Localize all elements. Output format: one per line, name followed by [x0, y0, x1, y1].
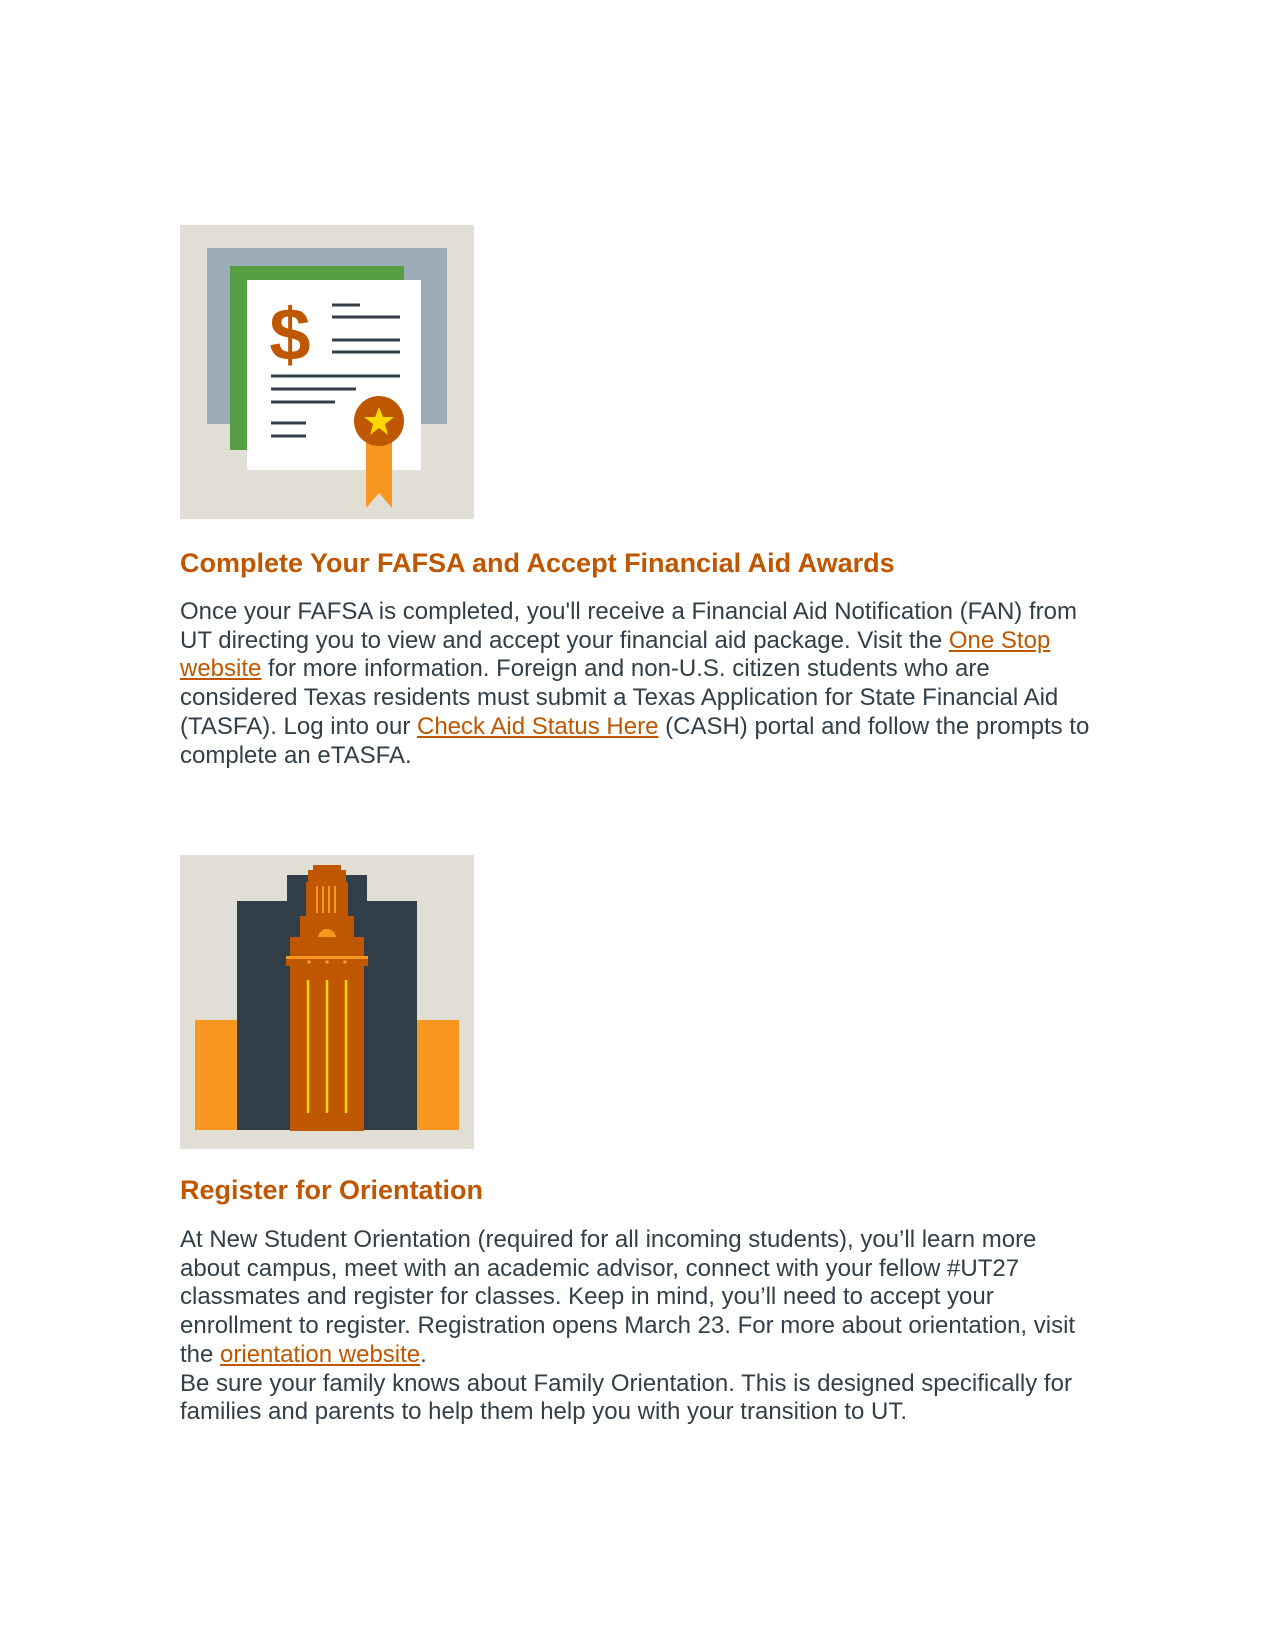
fafsa-text-3: (CASH) portal and follow the prompts to complete an eTASFA.: [180, 712, 1090, 769]
financial-aid-certificate-icon: [180, 225, 474, 519]
orientation-text-2: .: [420, 1340, 427, 1368]
fafsa-paragraph: [180, 598, 1100, 770]
section-title-fafsa: Complete Your FAFSA and Accept Financial Aid Awards: [180, 548, 895, 578]
one-stop-website-link[interactable]: One Stop website: [180, 626, 1051, 683]
fafsa-text-2: for more information. Foreign and non-U.S. citizen students who are considered Texas residents must submit a Texas Application for State Financial Aid (TASFA). Log into our: [180, 655, 1059, 740]
check-aid-status-link[interactable]: Check Aid Status Here: [417, 712, 659, 740]
orientation-text-1: At New Student Orientation (required for all incoming students), you’ll learn more about campus, meet with an academic advisor, connect with your fellow #UT27 classmates and register for classes. Keep in mind, you’ll need to accept your enrollment to register. Registration opens March 23. For more about orientation, visit the: [180, 1226, 1076, 1368]
family-orientation-text: Be sure your family knows about Family Orientation. This is designed specifically for families and parents to help them help you with your transition to UT.: [180, 1369, 1072, 1426]
ut-tower-icon: [180, 855, 474, 1149]
section-title-orientation: Register for Orientation: [180, 1175, 484, 1205]
orientation-website-link[interactable]: orientation website: [220, 1340, 421, 1368]
fafsa-text-1: Once your FAFSA is completed, you'll receive a Financial Aid Notification (FAN) from UT directing you to view and accept your financial aid package. Visit the: [180, 598, 1077, 654]
svg-text:$: $: [269, 293, 311, 376]
orientation-paragraph: [180, 1226, 1100, 1427]
